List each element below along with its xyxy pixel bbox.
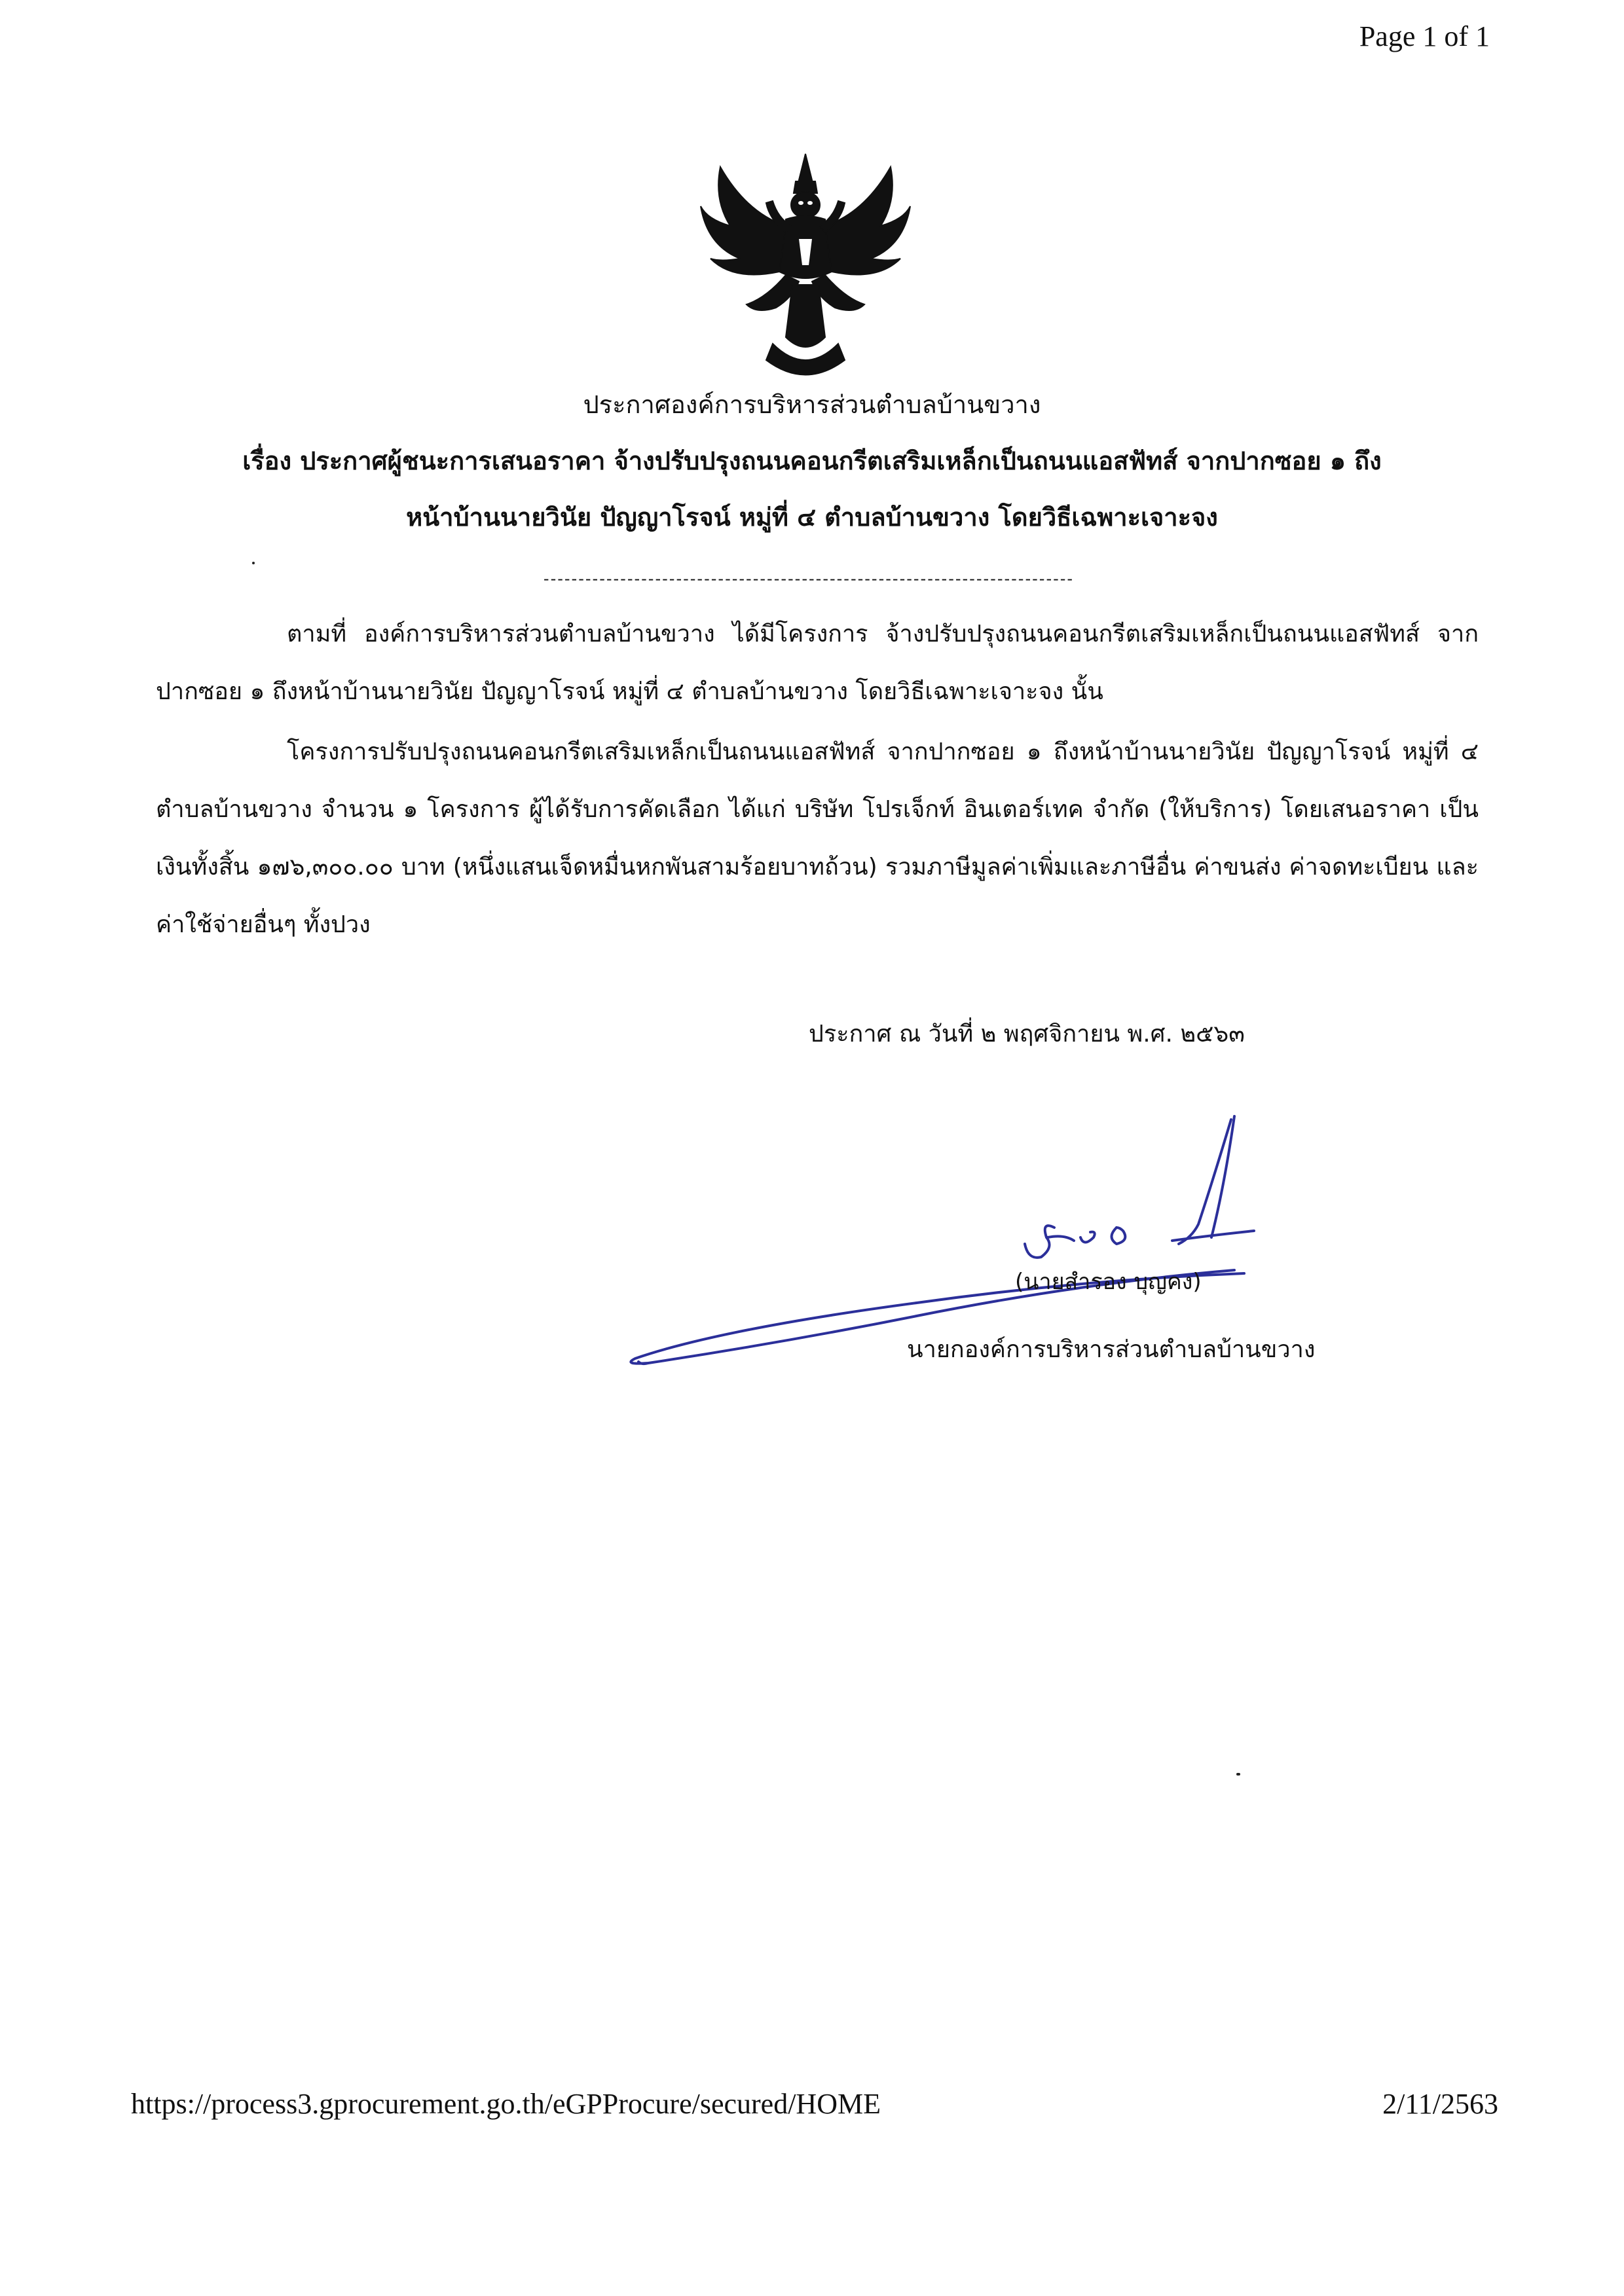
footer-url: https://process3.gprocurement.go.th/eGPProcure/secured/HOME (131, 2088, 881, 2120)
body-paragraph-2-text: โครงการปรับปรุงถนนคอนกรีตเสริมเหล็กเป็นถนนแอสฟัทส์ จากปากซอย ๑ ถึงหน้าบ้านนายวินัย ปัญญาโรจน์ หมู่ที่ ๔ ตำบลบ้านขวาง จำนวน ๑ โครงการ ผู้ได้รับการคัดเลือก ได้แก่ บริษัท โปรเจ็กท์ อินเตอร์เทค จำกัด (ให้บริการ) โดยเสนอราคา เป็นเงินทั้งสิ้น ๑๗๖,๓๐๐.๐๐ บาท (หนึ่งแสนเจ็ดหมื่นหกพันสามร้อยบาทถ้วน) รวมภาษีมูลค่าเพิ่มและภาษีอื่น ค่าขนส่ง ค่าจดทะเบียน และค่าใช้จ่ายอื่นๆ ทั้งปวง (156, 738, 1479, 938)
signer-name: (นายสำรอง บุญคง) (1015, 1269, 1202, 1295)
garuda-emblem-icon (694, 141, 917, 390)
body-paragraph-1 (156, 606, 1479, 721)
page-indicator: Page 1 of 1 (1359, 20, 1490, 52)
signer-position: นายกองค์การบริหารส่วนตำบลบ้านขวาง (907, 1336, 1316, 1363)
scan-speck (1236, 1773, 1240, 1776)
scan-speck (252, 562, 255, 564)
title-subject-continued: หน้าบ้านนายวินัย ปัญญาโรจน์ หมู่ที่ ๔ ตำบลบ้านขวาง โดยวิธีเฉพาะเจาะจง (406, 503, 1218, 532)
announcement-date: ประกาศ ณ วันที่ ๒ พฤศจิกายน พ.ศ. ๒๕๖๓ (809, 1021, 1245, 1048)
announcement-title (98, 376, 1526, 545)
separator-line: ---------------------------------------------------------------------------- (543, 570, 1075, 588)
title-subject: เรื่อง ประกาศผู้ชนะการเสนอราคา จ้างปรับปรุงถนนคอนกรีตเสริมเหล็กเป็นถนนแอสฟัทส์ จากปากซอย ๑ ถึง (242, 446, 1382, 475)
body-paragraph-1-text: ตามที่ องค์การบริหารส่วนตำบลบ้านขวาง ได้มีโครงการ จ้างปรับปรุงถนนคอนกรีตเสริมเหล็กเป็นถนนแอสฟัทส์ จากปากซอย ๑ ถึงหน้าบ้านนายวินัย ปัญญาโรจน์ หมู่ที่ ๔ ตำบลบ้านขวาง โดยวิธีเฉพาะเจาะจง นั้น (156, 621, 1479, 705)
title-organization: ประกาศองค์การบริหารส่วนตำบลบ้านขวาง (583, 390, 1041, 419)
footer-date: 2/11/2563 (1382, 2088, 1498, 2120)
body-paragraph-2 (156, 723, 1479, 954)
